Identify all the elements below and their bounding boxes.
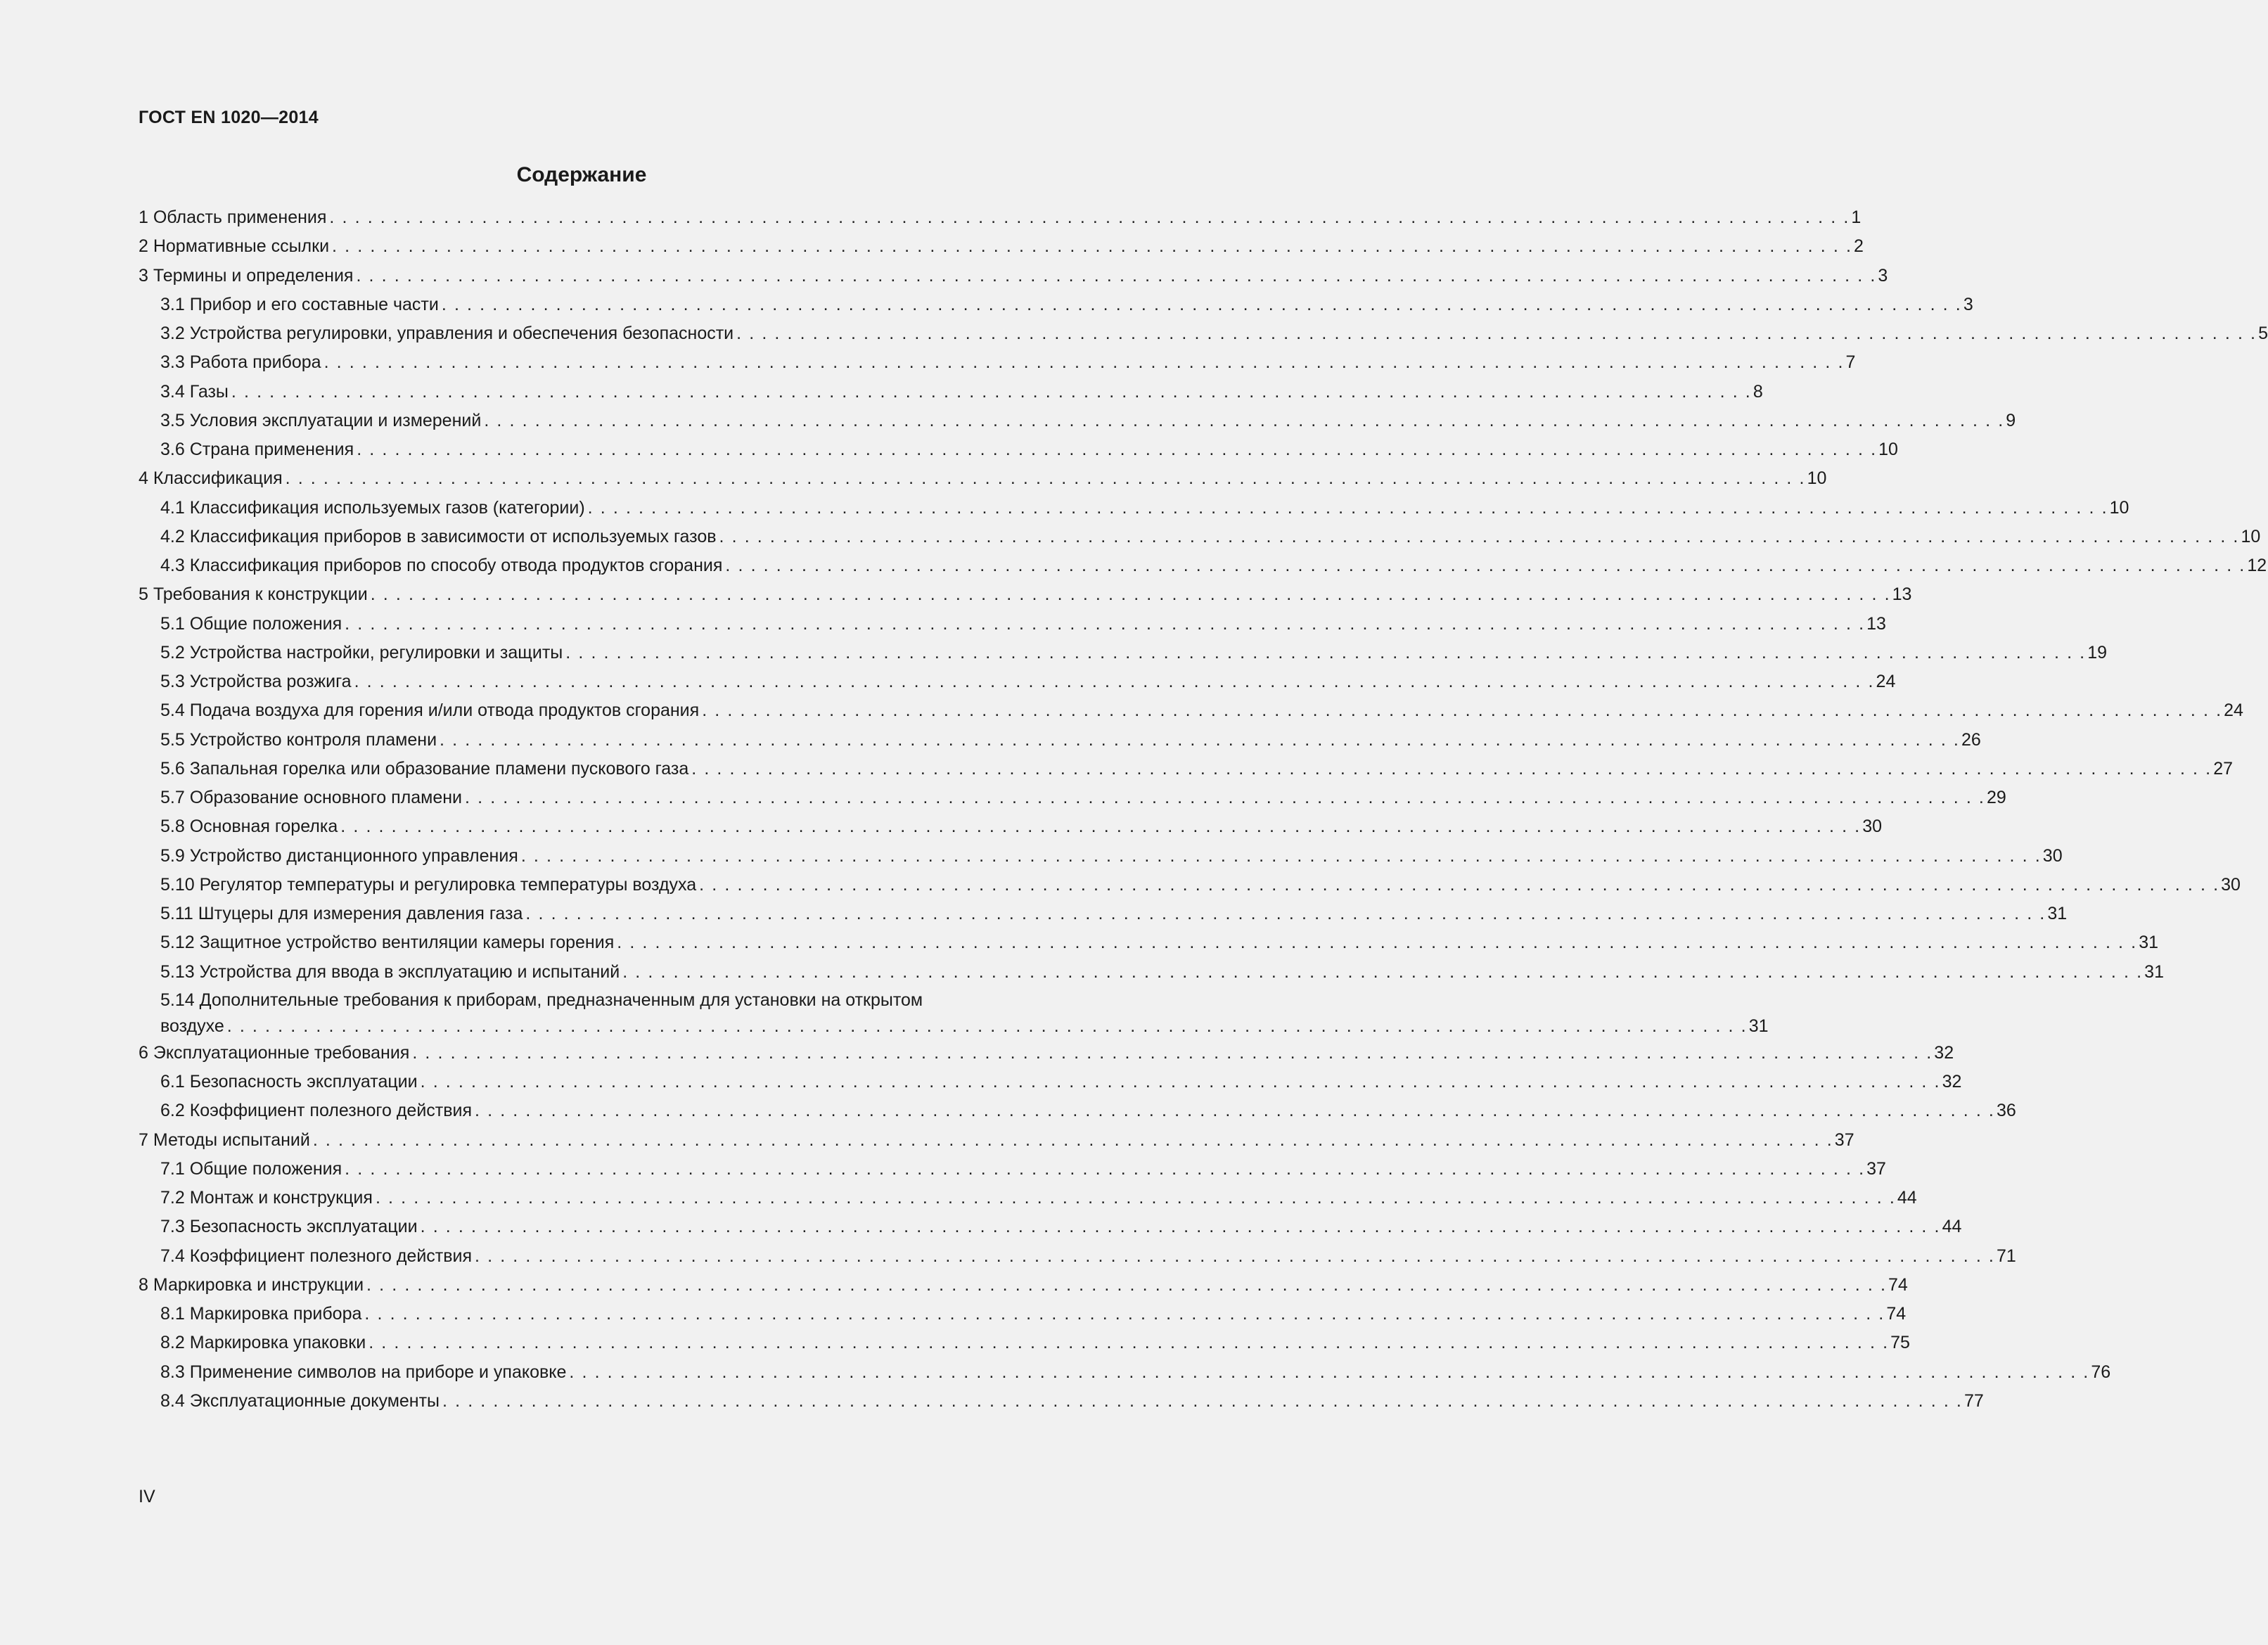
dot-leader: . . . . . . . . . . . . . . . . . . . . . . . . . . . . . . . . . . . . . . . . . . . . . . . . . . . . . . . . . . . . . . . . . . . . . . . . . . . . . . . . . . . . . . . . . . . . . . . . . . . . . . . . . . . . . . . . . . . . . . . .	[441, 294, 1962, 314]
dot-leader: . . . . . . . . . . . . . . . . . . . . . . . . . . . . . . . . . . . . . . . . . . . . . . . . . . . . . . . . . . . . . . . . . . . . . . . . . . . . . . . . . . . . . . . . . . . . . . . . . . . . . . . . . . . . . . . . . . . . . . . .	[525, 904, 2046, 923]
toc-entry[interactable]	[139, 378, 1763, 407]
toc-entry-page: 30	[2221, 874, 2241, 895]
toc-entry-page: 9	[2006, 410, 2016, 430]
toc-entry[interactable]	[139, 320, 2268, 349]
toc-entry-title: 8.1 Маркировка прибора	[160, 1304, 362, 1324]
dot-leader: . . . . . . . . . . . . . . . . . . . . . . . . . . . . . . . . . . . . . . . . . . . . . . . . . . . . . . . . . . . . . . . . . . . . . . . . . . . . . . . . . . . . . . . . . . . . . . . . . . . . . . . . . . . . . . . . . . . . . . . .	[565, 642, 2087, 663]
toc-entry-title: 5.13 Устройства для ввода в эксплуатацию и испытаний	[160, 961, 620, 982]
toc-entry-title: 8 Маркировка и инструкции	[139, 1274, 364, 1295]
document-header: ГОСТ EN 1020—2014	[139, 108, 319, 127]
toc-entry-page: 31	[2139, 933, 2158, 953]
toc-entry[interactable]	[139, 1272, 1908, 1300]
page-number: IV	[139, 1487, 155, 1506]
toc-entry[interactable]	[139, 291, 1973, 320]
toc-entry-page: 71	[1996, 1246, 2016, 1266]
dot-leader: . . . . . . . . . . . . . . . . . . . . . . . . . . . . . . . . . . . . . . . . . . . . . . . . . . . . . . . . . . . . . . . . . . . . . . . . . . . . . . . . . . . . . . . . . . . . . . . . . . . . . . . . . . . . . . . . . . . . . . . .	[587, 497, 2108, 518]
toc-entry-page: 12	[2247, 556, 2267, 575]
toc-entry-title: 3.5 Условия эксплуатации и измерений	[160, 410, 482, 430]
toc-entry[interactable]	[139, 1156, 1886, 1184]
toc-entry-title: 8.3 Применение символов на приборе и упаковке	[160, 1362, 567, 1382]
toc-entry-page: 2	[1854, 236, 1864, 257]
toc-entry-title: 2 Нормативные ссылки	[139, 236, 330, 257]
toc-entry[interactable]	[139, 1243, 2016, 1272]
toc-entry-page: 75	[1890, 1333, 1910, 1353]
toc-entry-title: 6 Эксплуатационные требования	[139, 1042, 410, 1063]
toc-entry-page: 1	[1851, 207, 1862, 227]
toc-entry[interactable]	[139, 697, 2243, 726]
toc-entry-page: 37	[1834, 1129, 1854, 1150]
toc-entry-title: 7 Методы испытаний	[139, 1129, 310, 1150]
dot-leader: . . . . . . . . . . . . . . . . . . . . . . . . . . . . . . . . . . . . . . . . . . . . . . . . . . . . . . . . . . . . . . . . . . . . . . . . . . . . . . . . . . . . . . . . . . . . . . . . . . . . . . . . . . . . . . . . . . . . . . . .	[622, 961, 2144, 982]
toc-entry[interactable]	[139, 494, 2129, 523]
toc-entry-page: 26	[1961, 729, 1981, 750]
toc-entry-title: 4.1 Классификация используемых газов (категории)	[160, 497, 585, 518]
toc-entry-page: 31	[1748, 1016, 1769, 1036]
toc-entry[interactable]	[139, 1359, 2111, 1388]
dot-leader: . . . . . . . . . . . . . . . . . . . . . . . . . . . . . . . . . . . . . . . . . . . . . . . . . . . . . . . . . . . . . . . . . . . . . . . . . . . . . . . . . . . . . . . . . . . . . . . . . . . . . . . . . . . . . . . . . . . . . . . .	[345, 613, 1866, 634]
dot-leader: . . . . . . . . . . . . . . . . . . . . . . . . . . . . . . . . . . . . . . . . . . . . . . . . . . . . . . . . . . . . . . . . . . . . . . . . . . . . . . . . . . . . . . . . . . . . . . . . . . . . . . . . . . . . . . . . . . . . . . . .	[617, 933, 2138, 953]
toc-entry-page: 3	[1878, 265, 1888, 286]
dot-leader: . . . . . . . . . . . . . . . . . . . . . . . . . . . . . . . . . . . . . . . . . . . . . . . . . . . . . . . . . . . . . . . . . . . . . . . . . . . . . . . . . . . . . . . . . . . . . . . . . . . . . . . . . . . . . . . . . . . . . . . .	[231, 381, 1752, 402]
toc-entry[interactable]	[139, 233, 1864, 262]
dot-leader: . . . . . . . . . . . . . . . . . . . . . . . . . . . . . . . . . . . . . . . . . . . . . . . . . . . . . . . . . . . . . . . . . . . . . . . . . . . . . . . . . . . . . . . . . . . . . . . . . . . . . . . . . . . . . . . . . . . . . . . .	[420, 1217, 1941, 1237]
toc-entry[interactable]	[139, 1127, 1854, 1156]
toc-entry-title: 5 Требования к конструкции	[139, 584, 368, 605]
toc-entry[interactable]	[139, 1329, 1910, 1358]
dot-leader: . . . . . . . . . . . . . . . . . . . . . . . . . . . . . . . . . . . . . . . . . . . . . . . . . . . . . . . . . . . . . . . . . . . . . . . . . . . . . . . . . . . . . . . . . . . . . . . . . . . . . . . . . . . . . . . . . . . . . . . .	[345, 1158, 1866, 1179]
toc-entry-title: 4 Классификация	[139, 468, 283, 489]
dot-leader: . . . . . . . . . . . . . . . . . . . . . . . . . . . . . . . . . . . . . . . . . . . . . . . . . . . . . . . . . . . . . . . . . . . . . . . . . . . . . . . . . . . . . . . . . . . . . . . . . . . . . . . . . . . . . . . . . . . . . . . .	[736, 324, 2257, 343]
toc-entry[interactable]	[139, 1388, 1984, 1416]
toc-entry-page: 10	[2109, 497, 2129, 518]
toc-entry-page: 5	[2258, 324, 2268, 343]
toc-entry-page: 29	[1986, 788, 2006, 807]
dot-leader: . . . . . . . . . . . . . . . . . . . . . . . . . . . . . . . . . . . . . . . . . . . . . . . . . . . . . . . . . . . . . . . . . . . . . . . . . . . . . . . . . . . . . . . . . . . . . . . . . . . . . . . . . . . . . . . . . . . . . . . .	[465, 788, 1985, 807]
dot-leader: . . . . . . . . . . . . . . . . . . . . . . . . . . . . . . . . . . . . . . . . . . . . . . . . . . . . . . . . . . . . . . . . . . . . . . . . . . . . . . . . . . . . . . . . . . . . . . . . . . . . . . . . . . . . . . . . . . . . . . . .	[569, 1362, 2090, 1382]
toc-entry-page: 13	[1892, 584, 1912, 605]
toc-title: Содержание	[516, 163, 647, 186]
dot-leader: . . . . . . . . . . . . . . . . . . . . . . . . . . . . . . . . . . . . . . . . . . . . . . . . . . . . . . . . . . . . . . . . . . . . . . . . . . . . . . . . . . . . . . . . . . . . . . . . . . . . . . . . . . . . . . . . . . . . . . . .	[475, 1101, 1995, 1121]
toc-entry[interactable]	[139, 784, 2006, 813]
toc-entry[interactable]	[139, 843, 2063, 871]
toc-entry-title: 6.1 Безопасность эксплуатации	[160, 1072, 418, 1092]
toc-entry-page: 7	[1845, 352, 1856, 373]
toc-entry-page: 74	[1888, 1274, 1908, 1295]
dot-leader: . . . . . . . . . . . . . . . . . . . . . . . . . . . . . . . . . . . . . . . . . . . . . . . . . . . . . . . . . . . . . . . . . . . . . . . . . . . . . . . . . . . . . . . . . . . . . . . . . . . . . . . . . . . . . . . . . . . . . . . .	[370, 584, 1891, 605]
toc-entry[interactable]	[139, 465, 1827, 494]
toc-entry[interactable]	[139, 349, 1856, 378]
dot-leader: . . . . . . . . . . . . . . . . . . . . . . . . . . . . . . . . . . . . . . . . . . . . . . . . . . . . . . . . . . . . . . . . . . . . . . . . . . . . . . . . . . . . . . . . . . . . . . . . . . . . . . . . . . . . . . . . . . . . . . . .	[412, 1042, 1933, 1063]
toc-entry-title-continuation: воздухе	[160, 1016, 224, 1036]
toc-entry[interactable]	[139, 407, 2016, 436]
toc-entry[interactable]	[139, 900, 2068, 929]
toc-entry[interactable]	[139, 1184, 1917, 1213]
toc-entry-title: 7.1 Общие положения	[160, 1158, 342, 1179]
dot-leader: . . . . . . . . . . . . . . . . . . . . . . . . . . . . . . . . . . . . . . . . . . . . . . . . . . . . . . . . . . . . . . . . . . . . . . . . . . . . . . . . . . . . . . . . . . . . . . . . . . . . . . . . . . . . . . . . . . . . . . . .	[354, 672, 1875, 691]
toc-entry-title: 3.1 Прибор и его составные части	[160, 294, 439, 314]
toc-entry-page: 8	[1753, 381, 1763, 402]
toc-entry[interactable]	[139, 668, 1896, 697]
toc-entry[interactable]	[139, 813, 1883, 842]
toc-entry[interactable]	[139, 1068, 1962, 1097]
toc-entry-title: 5.5 Устройство контроля пламени	[160, 729, 437, 750]
table-of-contents	[139, 204, 2268, 1416]
dot-leader: . . . . . . . . . . . . . . . . . . . . . . . . . . . . . . . . . . . . . . . . . . . . . . . . . . . . . . . . . . . . . . . . . . . . . . . . . . . . . . . . . . . . . . . . . . . . . . . . . . . . . . . . . . . . . . . . . . . . . . . .	[691, 758, 2212, 779]
toc-entry-title: 5.8 Основная горелка	[160, 817, 338, 837]
toc-entry-title: 6.2 Коэффициент полезного действия	[160, 1101, 473, 1121]
dot-leader: . . . . . . . . . . . . . . . . . . . . . . . . . . . . . . . . . . . . . . . . . . . . . . . . . . . . . . . . . . . . . . . . . . . . . . . . . . . . . . . . . . . . . . . . . . . . . . . . . . . . . . . . . . . . . . . . . . . . . . . .	[364, 1304, 1885, 1324]
dot-leader: . . . . . . . . . . . . . . . . . . . . . . . . . . . . . . . . . . . . . . . . . . . . . . . . . . . . . . . . . . . . . . . . . . . . . . . . . . . . . . . . . . . . . . . . . . . . . . . . . . . . . . . . . . . . . . . . . . . . . . . .	[332, 236, 1852, 257]
toc-entry[interactable]	[139, 262, 1888, 291]
dot-leader: . . . . . . . . . . . . . . . . . . . . . . . . . . . . . . . . . . . . . . . . . . . . . . . . . . . . . . . . . . . . . . . . . . . . . . . . . . . . . . . . . . . . . . . . . . . . . . . . . . . . . . . . . . . . . . . . . . . . . . . .	[369, 1333, 1890, 1353]
toc-entry-title: 5.12 Защитное устройство вентиляции камеры горения	[160, 933, 615, 953]
dot-leader: . . . . . . . . . . . . . . . . . . . . . . . . . . . . . . . . . . . . . . . . . . . . . . . . . . . . . . . . . . . . . . . . . . . . . . . . . . . . . . . . . . . . . . . . . . . . . . . . . . . . . . . . . . . . . . . . . . . . . . . .	[329, 207, 1850, 227]
toc-entry-page: 76	[2091, 1362, 2111, 1382]
toc-entry-page: 74	[1886, 1304, 1907, 1324]
toc-entry-title: 7.2 Монтаж и конструкция	[160, 1188, 373, 1208]
toc-entry-title: 5.2 Устройства настройки, регулировки и защиты	[160, 642, 563, 663]
toc-entry-page: 77	[1963, 1390, 1984, 1411]
toc-entry-page: 31	[2144, 961, 2164, 982]
toc-entry-page: 44	[1942, 1217, 1962, 1237]
dot-leader: . . . . . . . . . . . . . . . . . . . . . . . . . . . . . . . . . . . . . . . . . . . . . . . . . . . . . . . . . . . . . . . . . . . . . . . . . . . . . . . . . . . . . . . . . . . . . . . . . . . . . . . . . . . . . . . . . . . . . . . .	[323, 352, 1845, 373]
toc-entry-title: 5.1 Общие положения	[160, 613, 342, 634]
toc-entry-page: 3	[1963, 294, 1973, 314]
toc-entry-title: 8.4 Эксплуатационные документы	[160, 1390, 440, 1411]
toc-entry-page: 32	[1942, 1072, 1962, 1092]
toc-entry-title: 7.3 Безопасность эксплуатации	[160, 1217, 418, 1237]
toc-entry-title: 5.10 Регулятор температуры и регулировка температуры воздуха	[160, 874, 697, 895]
toc-entry-page: 10	[1807, 468, 1827, 489]
dot-leader: . . . . . . . . . . . . . . . . . . . . . . . . . . . . . . . . . . . . . . . . . . . . . . . . . . . . . . . . . . . . . . . . . . . . . . . . . . . . . . . . . . . . . . . . . . . . . . . . . . . . . . . . . . . . . . . . . . . . . . . .	[725, 556, 2246, 575]
toc-entry[interactable]	[139, 1213, 1962, 1242]
toc-entry-title: 5.9 Устройство дистанционного управления	[160, 845, 518, 866]
dot-leader: . . . . . . . . . . . . . . . . . . . . . . . . . . . . . . . . . . . . . . . . . . . . . . . . . . . . . . . . . . . . . . . . . . . . . . . . . . . . . . . . . . . . . . . . . . . . . . . . . . . . . . . . . . . . . . . . . . . . . . . .	[357, 440, 1878, 459]
dot-leader: . . . . . . . . . . . . . . . . . . . . . . . . . . . . . . . . . . . . . . . . . . . . . . . . . . . . . . . . . . . . . . . . . . . . . . . . . . . . . . . . . . . . . . . . . . . . . . . . . . . . . . . . . . . . . . . . . . . . . . . .	[285, 468, 1806, 489]
dot-leader: . . . . . . . . . . . . . . . . . . . . . . . . . . . . . . . . . . . . . . . . . . . . . . . . . . . . . . . . . . . . . . . . . . . . . . . . . . . . . . . . . . . . . . . . . . . . . . . . . . . . . . . . . . . . . . . . . . . . . . . .	[366, 1274, 1887, 1295]
toc-entry-page: 30	[2042, 845, 2063, 866]
toc-entry-title: 5.3 Устройства розжига	[160, 672, 352, 691]
toc-entry-page: 32	[1934, 1042, 1954, 1063]
dot-leader: . . . . . . . . . . . . . . . . . . . . . . . . . . . . . . . . . . . . . . . . . . . . . . . . . . . . . . . . . . . . . . . . . . . . . . . . . . . . . . . . . . . . . . . . . . . . . . . . . . . . . . . . . . . . . . . . . . . . . . . .	[520, 845, 2042, 866]
toc-entry-title: 3.4 Газы	[160, 381, 229, 402]
toc-entry-title: 4.2 Классификация приборов в зависимости от используемых газов	[160, 526, 717, 546]
toc-entry-title: 5.7 Образование основного пламени	[160, 788, 463, 807]
toc-entry-page: 27	[2213, 758, 2234, 779]
toc-entry[interactable]	[139, 1039, 1954, 1068]
toc-entry[interactable]	[139, 581, 1912, 610]
toc-entry-title: 5.6 Запальная горелка или образование пламени пускового газа	[160, 758, 689, 779]
toc-entry[interactable]	[139, 639, 2108, 668]
dot-leader: . . . . . . . . . . . . . . . . . . . . . . . . . . . . . . . . . . . . . . . . . . . . . . . . . . . . . . . . . . . . . . . . . . . . . . . . . . . . . . . . . . . . . . . . . . . . . . . . . . . . . . . . . . . . . . . . . . . . . . . .	[375, 1188, 1896, 1208]
toc-entry-title: 5.14 Дополнительные требования к приборам, предназначенным для установки на открытом	[160, 990, 923, 1010]
toc-entry[interactable]	[139, 987, 1769, 1039]
toc-entry[interactable]	[139, 204, 1862, 233]
toc-entry-title: 3.2 Устройства регулировки, управления и обеспечения безопасности	[160, 324, 734, 343]
dot-leader: . . . . . . . . . . . . . . . . . . . . . . . . . . . . . . . . . . . . . . . . . . . . . . . . . . . . . . . . . . . . . . . . . . . . . . . . . . . . . . . . . . . . . . . . . . . . . . . . . . . . . . . . . . . . . . . . . . . . . . . .	[340, 817, 1862, 837]
dot-leader: . . . . . . . . . . . . . . . . . . . . . . . . . . . . . . . . . . . . . . . . . . . . . . . . . . . . . . . . . . . . . . . . . . . . . . . . . . . . . . . . . . . . . . . . . . . . . . . . . . . . . . . . . . . . . . . . . . . . . . . .	[702, 700, 2223, 721]
toc-entry[interactable]	[139, 755, 2234, 784]
toc-entry[interactable]	[139, 727, 1981, 755]
dot-leader: . . . . . . . . . . . . . . . . . . . . . . . . . . . . . . . . . . . . . . . . . . . . . . . . . . . . . . . . . . . . . . . . . . . . . . . . . . . . . . . . . . . . . . . . . . . . . . . . . . . . . . . . . . . . . . . . . . . . . . . .	[475, 1246, 1995, 1266]
dot-leader: . . . . . . . . . . . . . . . . . . . . . . . . . . . . . . . . . . . . . . . . . . . . . . . . . . . . . . . . . . . . . . . . . . . . . . . . . . . . . . . . . . . . . . . . . . . . . . . . . . . . . . . . . . . . . . . . . . . . . . . .	[699, 874, 2220, 895]
dot-leader: . . . . . . . . . . . . . . . . . . . . . . . . . . . . . . . . . . . . . . . . . . . . . . . . . . . . . . . . . . . . . . . . . . . . . . . . . . . . . . . . . . . . . . . . . . . . . . . . . . . . . . . . . . . . . . . . . . . . . . . .	[226, 1016, 1748, 1036]
dot-leader: . . . . . . . . . . . . . . . . . . . . . . . . . . . . . . . . . . . . . . . . . . . . . . . . . . . . . . . . . . . . . . . . . . . . . . . . . . . . . . . . . . . . . . . . . . . . . . . . . . . . . . . . . . . . . . . . . . . . . . . .	[356, 265, 1877, 286]
toc-entry-page: 13	[1866, 613, 1886, 634]
toc-entry-page: 24	[2224, 700, 2243, 721]
toc-entry[interactable]	[139, 1300, 1907, 1329]
toc-entry-title: 5.4 Подача воздуха для горения и/или отвода продуктов сгорания	[160, 700, 700, 721]
dot-leader: . . . . . . . . . . . . . . . . . . . . . . . . . . . . . . . . . . . . . . . . . . . . . . . . . . . . . . . . . . . . . . . . . . . . . . . . . . . . . . . . . . . . . . . . . . . . . . . . . . . . . . . . . . . . . . . . . . . . . . . .	[312, 1129, 1833, 1150]
toc-entry-page: 24	[1876, 672, 1896, 691]
toc-entry[interactable]	[139, 1097, 2016, 1126]
toc-entry-page: 10	[1878, 440, 1898, 459]
toc-entry-title: 5.11 Штуцеры для измерения давления газа	[160, 904, 523, 923]
toc-entry-title: 3 Термины и определения	[139, 265, 354, 286]
toc-entry-page: 30	[1862, 817, 1883, 837]
toc-entry-page: 44	[1897, 1188, 1917, 1208]
dot-leader: . . . . . . . . . . . . . . . . . . . . . . . . . . . . . . . . . . . . . . . . . . . . . . . . . . . . . . . . . . . . . . . . . . . . . . . . . . . . . . . . . . . . . . . . . . . . . . . . . . . . . . . . . . . . . . . . . . . . . . . .	[420, 1072, 1941, 1092]
dot-leader: . . . . . . . . . . . . . . . . . . . . . . . . . . . . . . . . . . . . . . . . . . . . . . . . . . . . . . . . . . . . . . . . . . . . . . . . . . . . . . . . . . . . . . . . . . . . . . . . . . . . . . . . . . . . . . . . . . . . . . . .	[442, 1390, 1963, 1411]
toc-entry-title: 3.3 Работа прибора	[160, 352, 321, 373]
toc-entry-title: 7.4 Коэффициент полезного действия	[160, 1246, 473, 1266]
toc-entry-page: 10	[2241, 526, 2261, 546]
toc-entry-title: 4.3 Классификация приборов по способу отвода продуктов сгорания	[160, 556, 723, 575]
toc-entry[interactable]	[139, 552, 2267, 581]
toc-entry-page: 19	[2087, 642, 2108, 663]
dot-leader: . . . . . . . . . . . . . . . . . . . . . . . . . . . . . . . . . . . . . . . . . . . . . . . . . . . . . . . . . . . . . . . . . . . . . . . . . . . . . . . . . . . . . . . . . . . . . . . . . . . . . . . . . . . . . . . . . . . . . . . .	[484, 410, 2005, 430]
toc-entry-title: 1 Область применения	[139, 207, 327, 227]
toc-entry[interactable]	[139, 610, 1886, 639]
toc-entry[interactable]	[139, 959, 2164, 987]
toc-entry-page: 31	[2047, 904, 2068, 923]
dot-leader: . . . . . . . . . . . . . . . . . . . . . . . . . . . . . . . . . . . . . . . . . . . . . . . . . . . . . . . . . . . . . . . . . . . . . . . . . . . . . . . . . . . . . . . . . . . . . . . . . . . . . . . . . . . . . . . . . . . . . . . .	[440, 729, 1960, 750]
toc-entry-title: 8.2 Маркировка упаковки	[160, 1333, 366, 1353]
toc-entry-page: 36	[1996, 1101, 2016, 1121]
toc-entry-page: 37	[1866, 1158, 1886, 1179]
toc-entry[interactable]	[139, 929, 2158, 958]
toc-entry-title: 3.6 Страна применения	[160, 440, 354, 459]
toc-entry[interactable]	[139, 871, 2241, 900]
toc-entry[interactable]	[139, 523, 2261, 552]
toc-entry[interactable]	[139, 436, 1898, 465]
dot-leader: . . . . . . . . . . . . . . . . . . . . . . . . . . . . . . . . . . . . . . . . . . . . . . . . . . . . . . . . . . . . . . . . . . . . . . . . . . . . . . . . . . . . . . . . . . . . . . . . . . . . . . . . . . . . . . . . . . . . . . . .	[719, 526, 2240, 546]
